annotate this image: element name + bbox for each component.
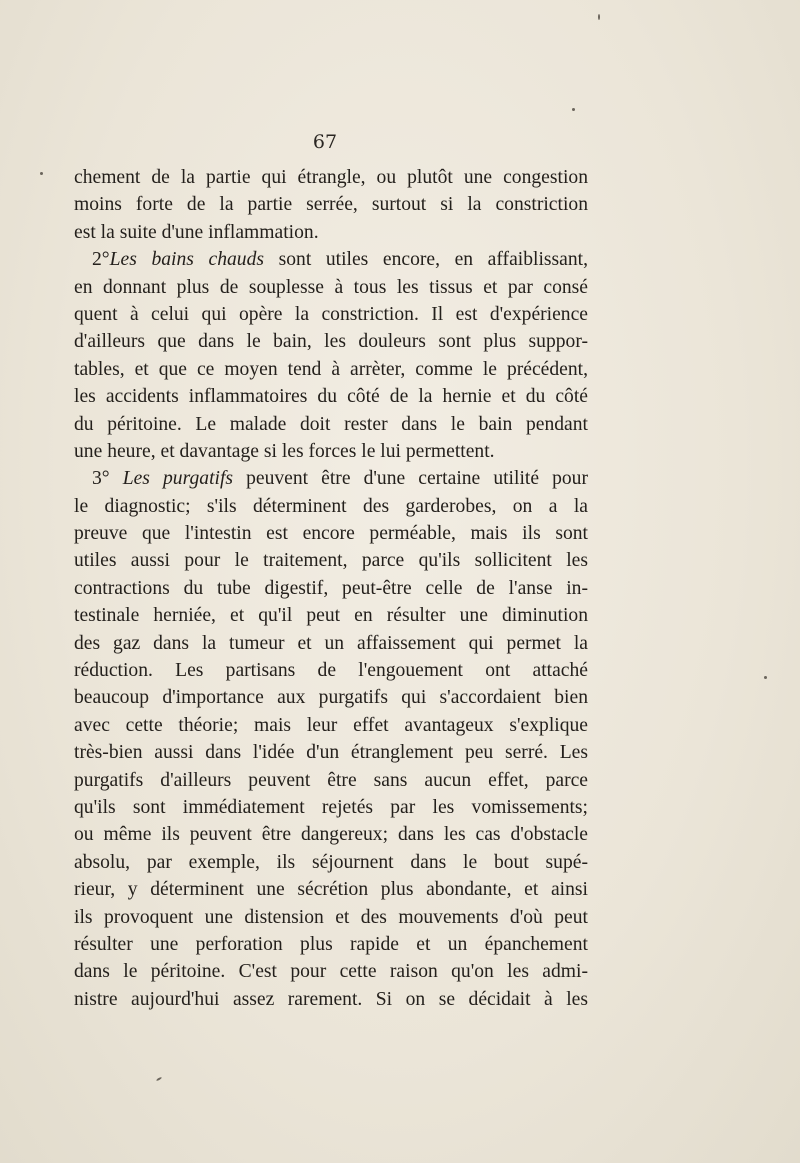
text-line: moins forte de la partie serrée, surtout si la constriction xyxy=(74,194,588,216)
text-line: qu'ils sont immédiatement rejetés par les vomissements; xyxy=(74,796,588,818)
paper-speck xyxy=(598,14,600,20)
paper-speck xyxy=(156,1077,162,1082)
text-line: ou même ils peuvent être dangereux; dans les cas d'obstacle xyxy=(74,824,588,846)
text-line: beaucoup d'importance aux purgatifs qui s'accordaient bien xyxy=(74,687,588,709)
text-line: avec cette théorie; mais leur effet avantageux s'explique xyxy=(74,714,588,736)
page-number: 67 xyxy=(312,131,338,153)
text-line xyxy=(74,246,588,273)
text-line: dans le péritoine. C'est pour cette raison qu'on les admi- xyxy=(74,961,588,983)
line-rest: peuvent être d'une certaine utilité pour xyxy=(233,468,588,490)
list-number: 2° xyxy=(92,249,110,271)
text-line: résulter une perforation plus rapide et un épanchement xyxy=(74,933,588,955)
text-line: chement de la partie qui étrangle, ou plutôt une congestion xyxy=(74,167,588,188)
text-line: testinale herniée, et qu'il peut en résulter une diminution xyxy=(74,605,588,627)
text-line: réduction. Les partisans de l'engouement ont attaché xyxy=(74,660,588,682)
line-rest: sont utiles encore, en affaiblissant, xyxy=(264,249,588,271)
text-line: tables, et que ce moyen tend à arrèter, comme le précédent, xyxy=(74,358,588,380)
text-line: preuve que l'intestin est encore perméable, mais ils sont xyxy=(74,523,588,545)
paper-speck xyxy=(764,676,767,679)
text-line: le diagnostic; s'ils déterminent des garderobes, on a la xyxy=(74,495,588,517)
text-line: absolu, par exemple, ils séjournent dans le bout supé- xyxy=(74,851,588,873)
text-line: en donnant plus de souplesse à tous les tissus et par consé xyxy=(74,276,588,298)
italic-term: Les bains chauds xyxy=(109,249,265,271)
text-line: nistre aujourd'hui assez rarement. Si on se décidait à les xyxy=(74,988,588,1010)
body-text xyxy=(74,164,588,1013)
paper-speck xyxy=(572,108,575,111)
text-line: les accidents inflammatoires du côté de la hernie et du côté xyxy=(74,386,588,408)
text-line: très-bien aussi dans l'idée d'un étranglement peu serré. Les xyxy=(74,742,588,764)
italic-term: Les purgatifs xyxy=(122,468,234,490)
text-line: quent à celui qui opère la constriction. Il est d'expérience xyxy=(74,303,588,325)
list-number: 3° xyxy=(92,468,123,490)
text-line: utiles aussi pour le traitement, parce qu'ils sollicitent les xyxy=(74,550,588,572)
text-line: purgatifs d'ailleurs peuvent être sans aucun effet, parce xyxy=(74,769,588,791)
text-line: d'ailleurs que dans le bain, les douleurs sont plus suppor- xyxy=(74,331,588,353)
text-line xyxy=(74,465,588,492)
text-line: du péritoine. Le malade doit rester dans le bain pendant xyxy=(74,413,588,435)
text-line: est la suite d'une inflammation. xyxy=(74,221,319,243)
text-line: ils provoquent une distension et des mouvements d'où peut xyxy=(74,906,588,928)
text-line: contractions du tube digestif, peut-être celle de l'anse in- xyxy=(74,577,588,599)
text-line: une heure, et davantage si les forces le lui permettent. xyxy=(74,440,495,462)
paper-speck xyxy=(40,172,43,175)
text-line: des gaz dans la tumeur et un affaissement qui permet la xyxy=(74,632,588,654)
text-line: rieur, y déterminent une sécrétion plus abondante, et ainsi xyxy=(74,879,588,901)
